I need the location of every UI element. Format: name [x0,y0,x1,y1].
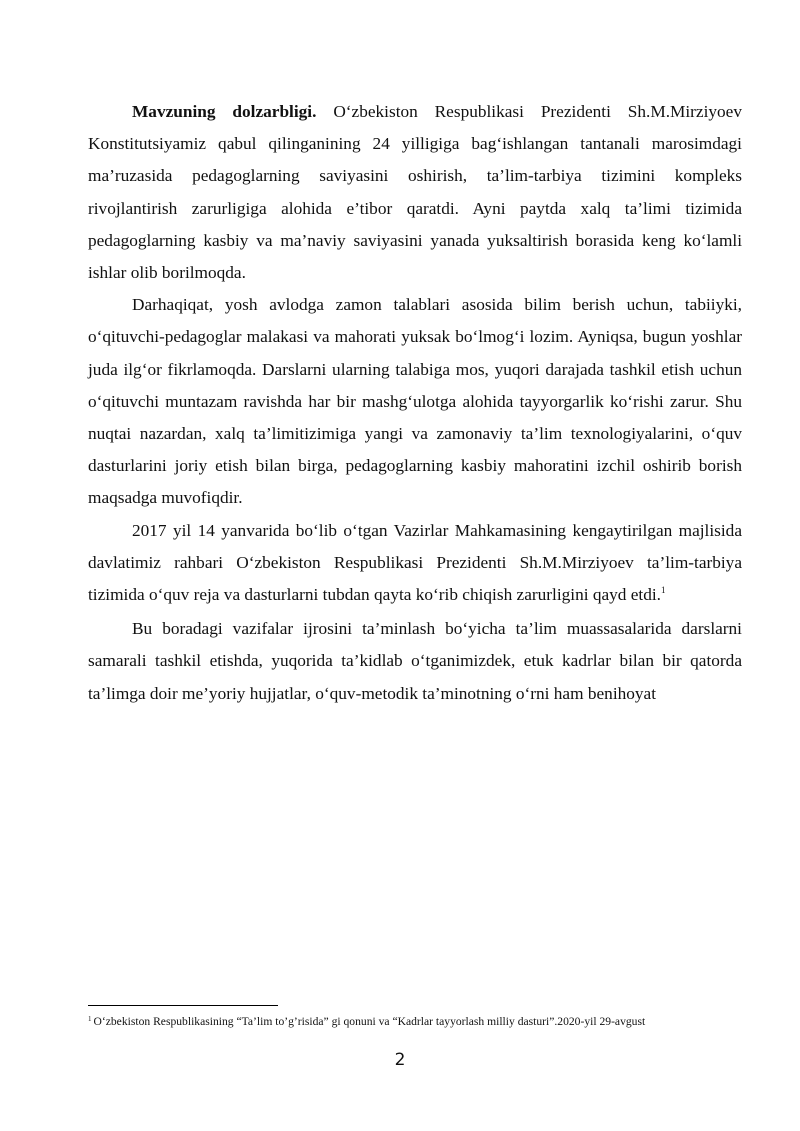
page-number: 2 [394,1050,406,1070]
paragraph-text: 2017 yil 14 yanvarida bo‘lib o‘tgan Vazirlar Mahkamasining kengaytirilgan majlisida davlatimiz rahbari O‘zbekiston Respublikasi Prezidenti Sh.M.Mirziyoev ta’lim-tarbiya tizimida o‘quv reja va dasturlarni tubdan qayta ko‘rib chiqish zarurligini qayd etdi. [88,520,742,605]
paragraph-text: Bu boradagi vazifalar ijrosini ta’minlash bo‘yicha ta’lim muassasalarida darslarni samarali tashkil etishda, yuqorida ta’kidlab o‘tganimizdek, etuk kadrlar bilan bir qatorda ta’limga doir me’yoriy hujjatlar, o‘quv-metodik ta’minotning o‘rni ham benihoyat [88,619,742,703]
section-lead-heading: Mavzuning dolzarbligi. [132,102,317,121]
paragraph [88,613,742,710]
footnote-reference[interactable]: 1 [661,585,666,596]
paragraph-text: Darhaqiqat, yosh avlodga zamon talablari asosida bilim berish uchun, tabiiyki, o‘qituvchi-pedagoglar malakasi va mahorati yuksak bo‘lmog‘i lozim. Ayniqsa, bugun yoshlar juda ilg‘or fikrlamoqda. Darslarni ularning talabiga mos, yuqori darajada tashkil etish uchun o‘qituvchi muntazam ravishda har bir mashg‘ulotga alohida tayyorgarlik ko‘rishi zarur. Shu nuqtai nazardan, xalq ta’limitizimiga yangi va zamonaviy ta’lim texnologiyalarini, o‘quv dasturlarini joriy etish bilan birga, pedagoglarning kasbiy mahoratini izchil oshirib borish maqsadga muvofiqdir. [88,295,742,508]
paragraph [88,515,742,614]
paragraph [88,289,742,514]
footnote [88,1014,748,1031]
footnote-text: O‘zbekiston Respublikasining “Ta’lim to’g’risida” gi qonuni va “Kadrlar tayyorlash milliy dasturi”.2020-yil 29-avgust [93,1015,646,1028]
paragraph-relevance [88,96,742,289]
body-text [88,96,742,710]
footnote-marker: 1 [88,1015,92,1023]
paragraph-text: O‘zbekiston Respublikasi Prezidenti Sh.M.Mirziyoev Konstitutsiyamiz qabul qilinganining 24 yilligiga bag‘ishlangan tantanali marosimdagi ma’ruzasida pedagoglarning saviyasini oshirish, ta’lim-tarbiya tizimini kompleks rivojlantirish zarurligiga alohida e’tibor qaratdi. Ayni paytda xalq ta’limi tizimida pedagoglarning kasbiy va ma’naviy saviyasini yanada yuksaltirish borasida keng ko‘lamli ishlar olib borilmoqda. [88,102,742,283]
footnote-separator [88,1005,278,1006]
